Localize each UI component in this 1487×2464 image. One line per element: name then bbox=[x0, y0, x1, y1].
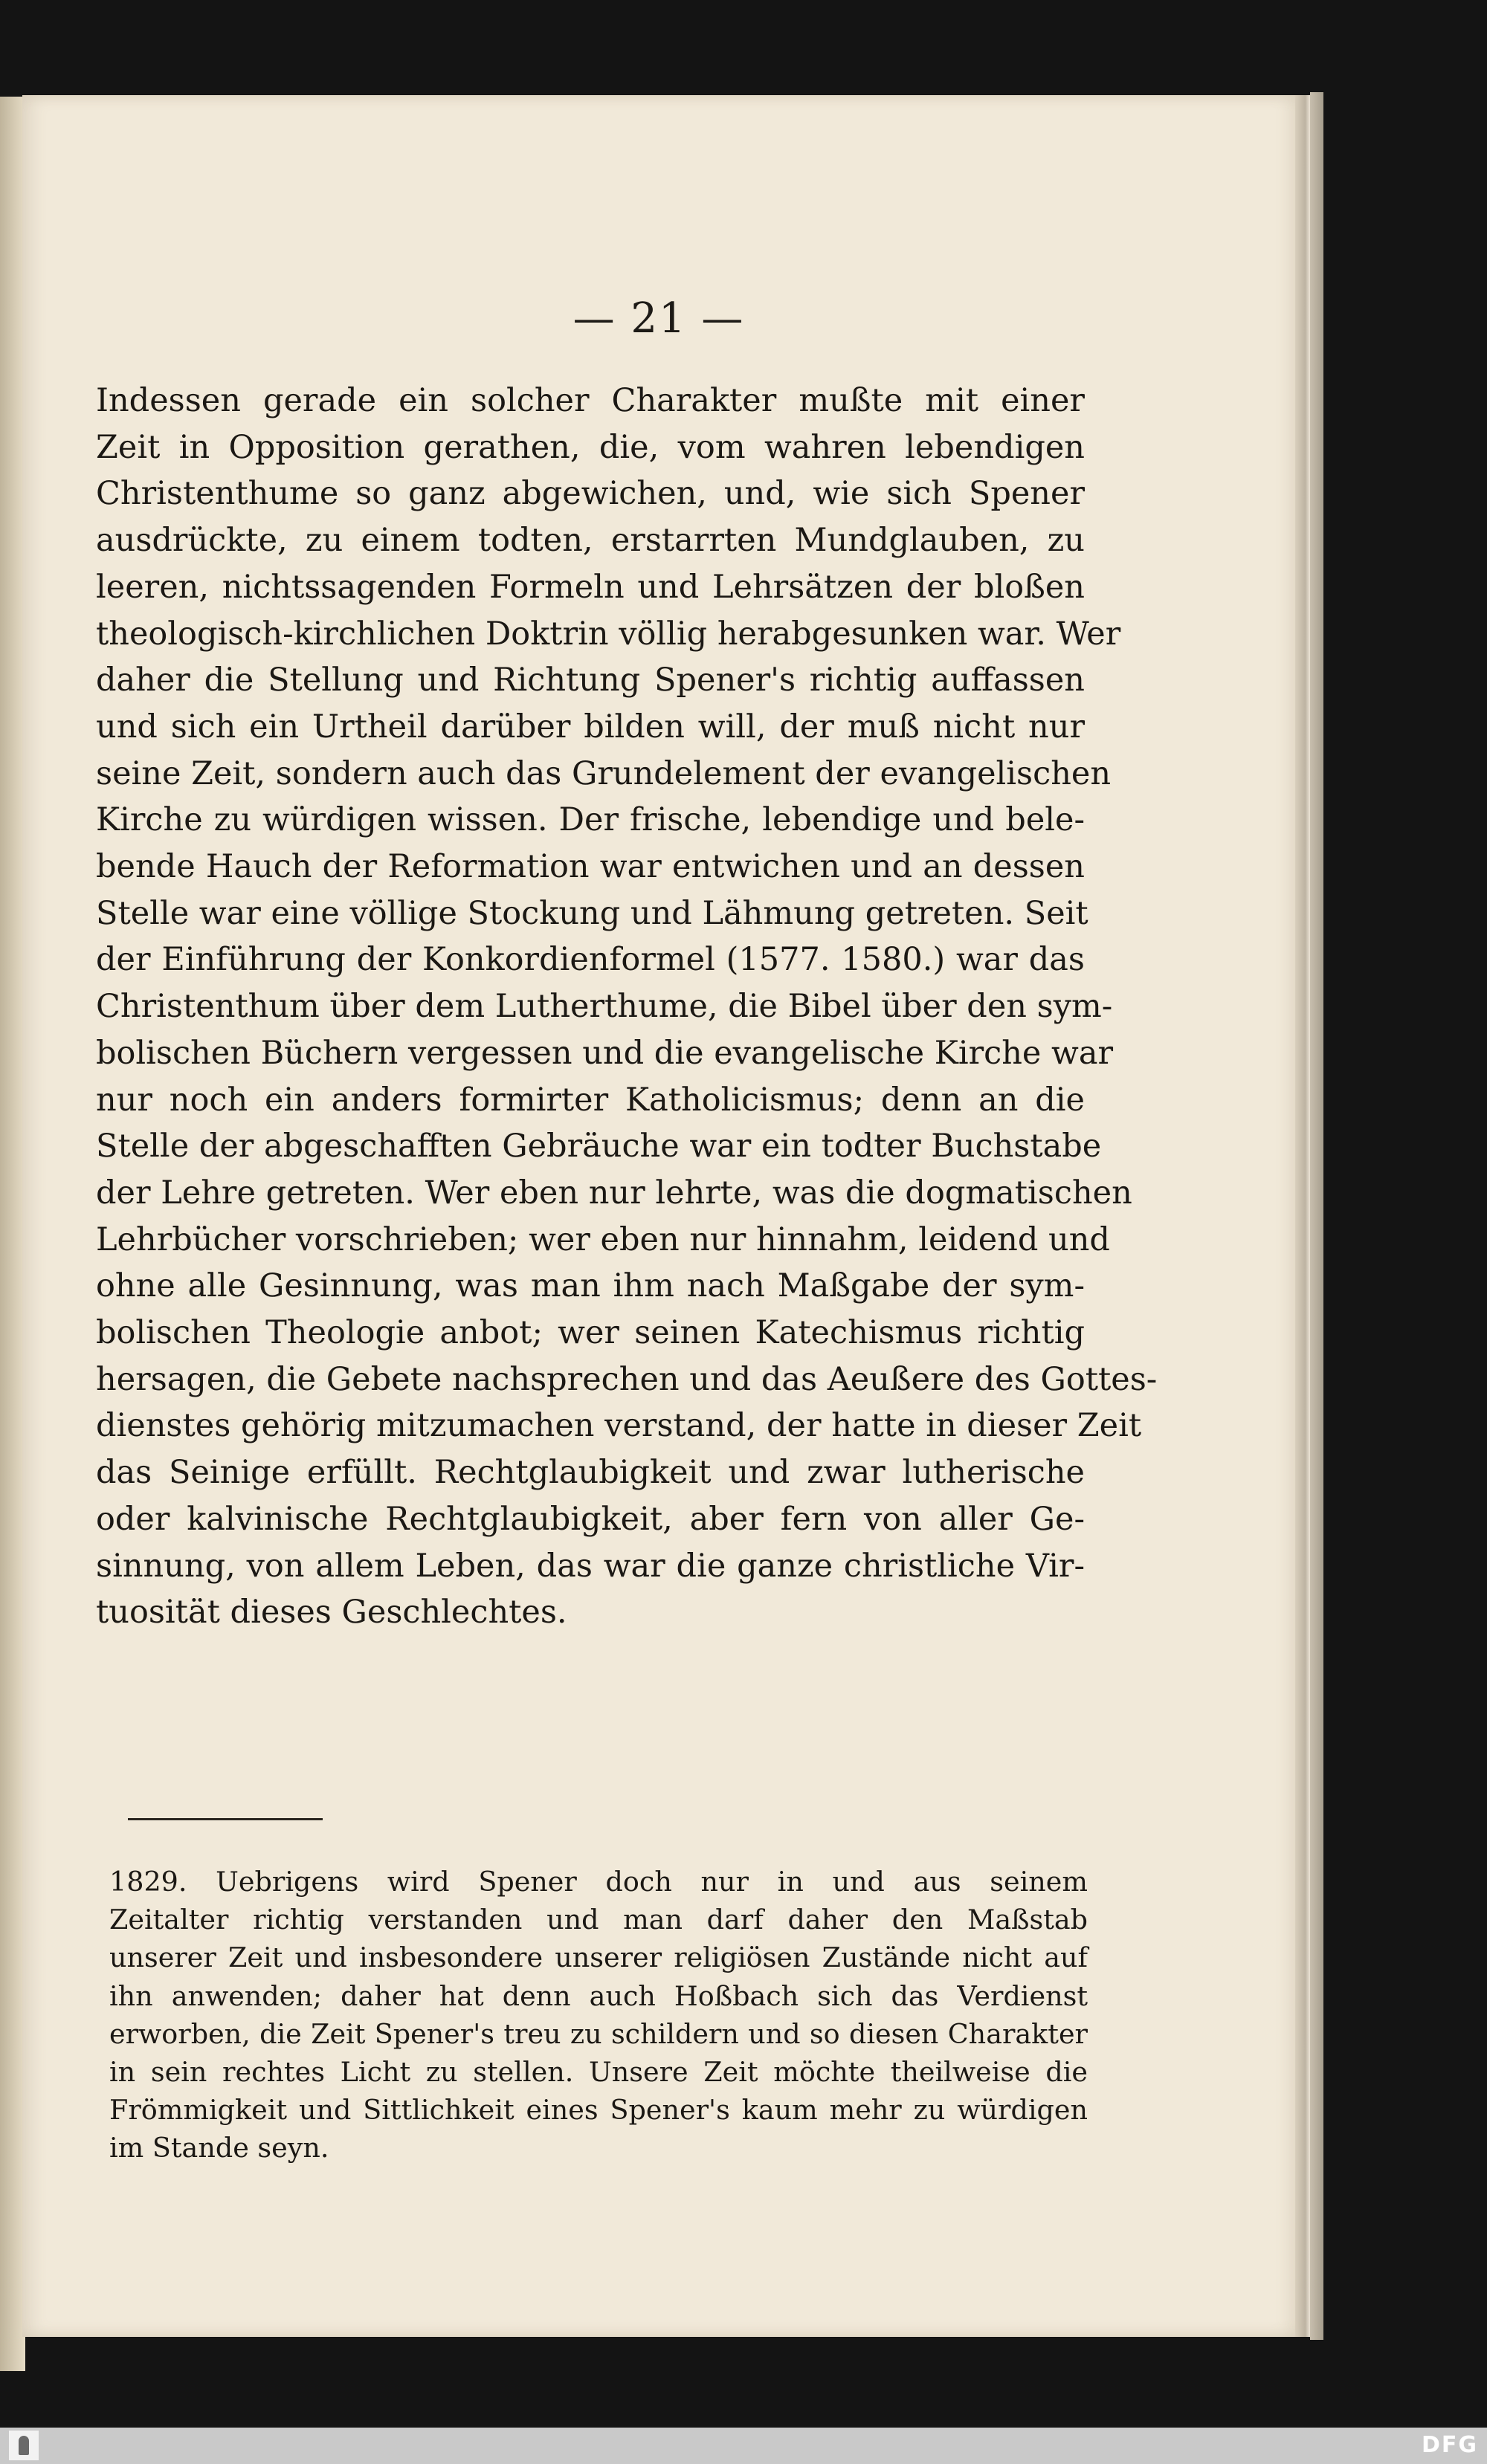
text-line: seine Zeit, sondern auch das Grundelement der evangelischen bbox=[96, 754, 1112, 792]
footnote-line: ihn anwenden; daher hat denn auch Hoßbach sich das Verdienst bbox=[109, 1979, 1088, 2012]
text-line: Kirche zu würdigen wissen. Der frische, lebendige und bele- bbox=[96, 801, 1085, 839]
text-line: daher die Stellung und Richtung Spener's richtig auffassen bbox=[96, 662, 1085, 699]
text-line: leeren, nichtssagenden Formeln und Lehrsätzen der bloßen bbox=[96, 568, 1085, 606]
text-line: oder kalvinische Rechtglaubigkeit, aber fern von aller Ge- bbox=[96, 1500, 1085, 1538]
text-line: ohne alle Gesinnung, was man ihm nach Maßgabe der sym- bbox=[96, 1267, 1085, 1305]
left-page-edge bbox=[0, 97, 25, 2371]
page-stack-edge-dark bbox=[1310, 92, 1323, 2340]
text-line: theologisch-kirchlichen Doktrin völlig herabgesunken war. Wer bbox=[96, 615, 1121, 653]
text-line: Stelle der abgeschafften Gebräuche war ein todter Buchstabe bbox=[96, 1128, 1102, 1165]
text-line: Zeit in Opposition gerathen, die, vom wahren lebendigen bbox=[96, 428, 1085, 466]
main-text bbox=[96, 378, 1158, 1636]
text-line: hersagen, die Gebete nachsprechen und das Aeußere des Gottes- bbox=[96, 1360, 1158, 1398]
footnote-line: im Stande seyn. bbox=[109, 2132, 329, 2164]
footnote-line: 1829. Uebrigens wird Spener doch nur in und aus seinem bbox=[109, 1866, 1088, 1898]
dfg-logo: DFG bbox=[1421, 2432, 1478, 2458]
footnote-rule bbox=[128, 1818, 323, 1820]
text-line: Stelle war eine völlige Stockung und Lähmung getreten. Seit bbox=[96, 894, 1088, 932]
book-page bbox=[22, 95, 1295, 2337]
page-number: — 21 — bbox=[572, 294, 745, 343]
text-line: das Seinige erfüllt. Rechtglaubigkeit und zwar lutherische bbox=[96, 1454, 1085, 1492]
text-line: Christenthum über dem Lutherthume, die Bibel über den sym- bbox=[96, 988, 1113, 1026]
text-line: der Einführung der Konkordienformel (1577. 1580.) war das bbox=[96, 941, 1085, 979]
footnote-text bbox=[109, 1863, 1088, 2167]
footnote-line: Frömmigkeit und Sittlichkeit eines Spener's kaum mehr zu würdigen bbox=[109, 2094, 1088, 2127]
library-icon[interactable] bbox=[9, 2431, 39, 2460]
text-line: Christenthume so ganz abgewichen, und, wie sich Spener bbox=[96, 475, 1085, 513]
text-line: der Lehre getreten. Wer eben nur lehrte, was die dogmatischen bbox=[96, 1174, 1132, 1212]
text-line: Indessen gerade ein solcher Charakter mußte mit einer bbox=[96, 382, 1085, 419]
text-line: bende Hauch der Reformation war entwichen und an dessen bbox=[96, 848, 1085, 886]
footnote-line: unserer Zeit und insbesondere unserer religiösen Zustände nicht auf bbox=[109, 1941, 1088, 1974]
text-line: Lehrbücher vorschrieben; wer eben nur hinnahm, leidend und bbox=[96, 1220, 1110, 1258]
text-line: und sich ein Urtheil darüber bilden will, der muß nicht nur bbox=[96, 708, 1085, 746]
footnote-line: erworben, die Zeit Spener's treu zu schildern und so diesen Charakter bbox=[109, 2017, 1088, 2050]
text-line: dienstes gehörig mitzumachen verstand, der hatte in dieser Zeit bbox=[96, 1407, 1142, 1445]
footnote-line: Zeitalter richtig verstanden und man darf daher den Maßstab bbox=[109, 1904, 1088, 1936]
text-line: sinnung, von allem Leben, das war die ganze christliche Vir- bbox=[96, 1547, 1085, 1585]
text-line: nur noch ein anders formirter Katholicismus; denn an die bbox=[96, 1081, 1085, 1119]
text-line: ausdrückte, zu einem todten, erstarrten Mundglauben, zu bbox=[96, 522, 1085, 560]
viewer-bar bbox=[0, 2428, 1487, 2464]
footnote-line: in sein rechtes Licht zu stellen. Unsere Zeit möchte theilweise die bbox=[109, 2056, 1088, 2089]
text-line: tuosität dieses Geschlechtes. bbox=[96, 1594, 567, 1632]
text-line: bolischen Theologie anbot; wer seinen Katechismus richtig bbox=[96, 1314, 1085, 1352]
text-line: bolischen Büchern vergessen und die evangelische Kirche war bbox=[96, 1034, 1114, 1072]
